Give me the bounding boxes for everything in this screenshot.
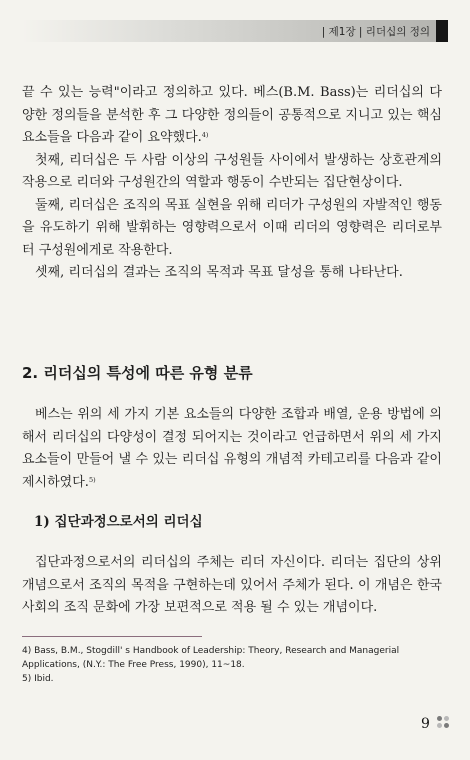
chapter-title: | 제1장 | 리더십의 정의	[321, 26, 430, 38]
point-second: 둘째, 리더십은 조직의 목표 실현을 위해 리더가 구성원의 자발적인 행동을 유도하기 위해 발휘하는 영향력으로서 이때 리더의 영향력은 리더로부터 구성원에게로 작용한다.	[22, 197, 442, 258]
subsection-title: 1) 집단과정으로서의 리더십	[34, 514, 203, 530]
footnote-ref-4: 4)	[201, 131, 209, 139]
point-first: 첫째, 리더십은 두 사람 이상의 구성원들 사이에서 발생하는 상호관계의 작용으로 리더와 구성원간의 역할과 행동이 수반되는 집단현상이다.	[22, 152, 442, 190]
page-number: 9	[421, 716, 430, 732]
ornament-dot	[444, 716, 449, 721]
intro-paragraph	[22, 82, 442, 150]
subsection-paragraph: 집단과정으로서의 리더십의 주체는 리더 자신이다. 리더는 집단의 상위개념으로서 조직의 목적을 구현하는데 있어서 주체가 된다. 이 개념은 한국 사회의 조직 문화에 가장 보편적으로 적용 될 수 있는 개념이다.	[22, 555, 442, 615]
point-third: 셋째, 리더십의 결과는 조직의 목적과 목표 달성을 통해 나타난다.	[35, 265, 403, 280]
footnote-4: 4) Bass, B.M., Stogdill' s Handbook of Leadership: Theory, Research and Managerial Applications, (N.Y.: The Free Press, 1990), 11~18.	[22, 646, 400, 670]
section-paragraph-text: 베스는 위의 세 가지 기본 요소들의 다양한 조합과 배열, 운용 방법에 의해서 리더십의 다양성이 결정 되어지는 것이라고 언급하면서 위의 세 가지 요소들이 만들어 낼 수 있는 리더십 유형의 개념적 카테고리를 다음과 같이 제시하였다.	[22, 407, 442, 490]
footnote-5: 5) Ibid.	[22, 674, 54, 684]
section-body	[22, 404, 442, 494]
section-title: 2. 리더십의 특성에 따른 유형 분류	[22, 364, 253, 382]
header-block	[436, 20, 448, 42]
footnote-ref-5: 5)	[88, 475, 96, 484]
intro-section	[22, 82, 442, 285]
intro-text: 끝 수 있는 능력"이라고 정의하고 있다. 베스(B.M. Bass)는 리더십의 다양한 정의들을 분석한 후 그 다양한 정의들이 공통적으로 지니고 있는 핵심 요소들을 다음과 같이 요약했다.	[22, 85, 442, 145]
section-paragraph	[22, 404, 442, 494]
footnotes	[22, 644, 452, 686]
ornament-dot	[437, 716, 442, 721]
page-ornament	[437, 716, 451, 730]
ornament-dot	[444, 723, 449, 728]
footnote-divider	[22, 636, 202, 637]
ornament-dot	[437, 723, 442, 728]
subsection-body	[22, 552, 442, 620]
